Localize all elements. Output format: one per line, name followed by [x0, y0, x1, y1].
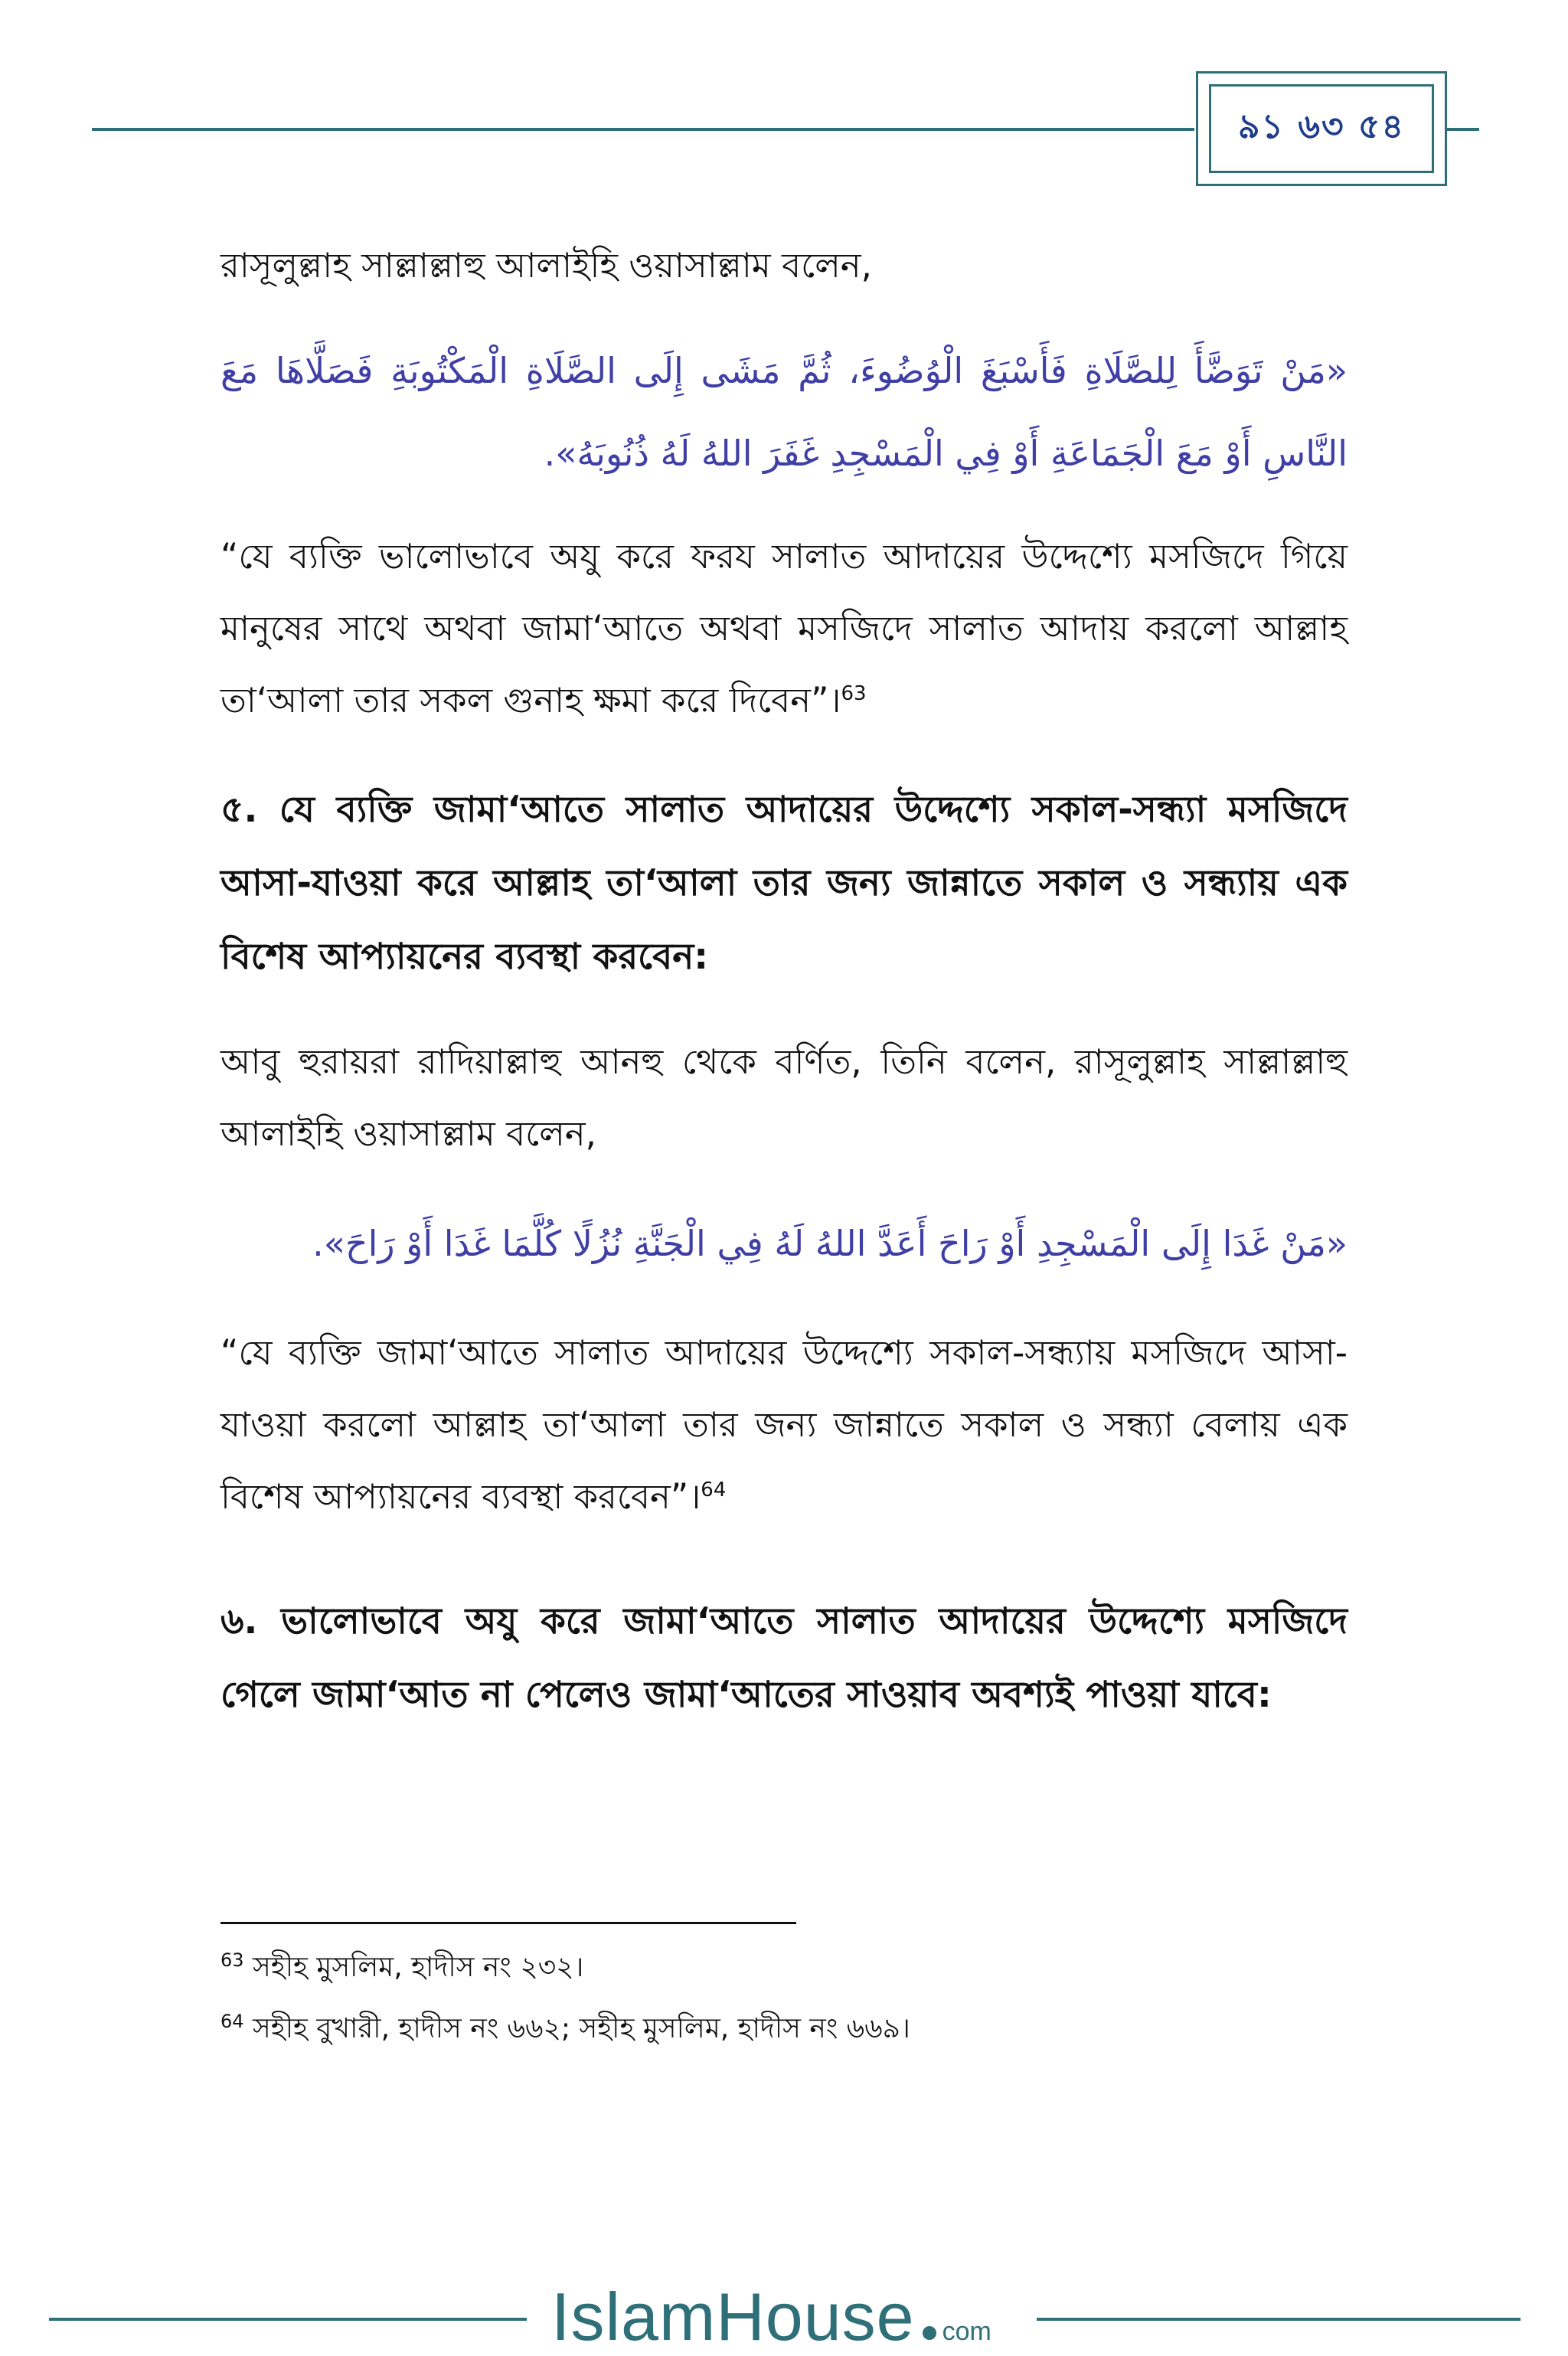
translation-paragraph-1	[220, 521, 1348, 737]
footer-rule-right	[1037, 2318, 1521, 2321]
arabic-hadith-2	[220, 1202, 1348, 1285]
translation-text-1: “যে ব্যক্তি ভালোভাবে অযু করে ফরয সালাত আদায়ের উদ্দেশ্যে মসজিদে গিয়ে মানুষের সাথে অথবা জামা‘আতে অথবা মসজিদে সালাত আদায় করলো আল্লাহ তা‘আলা তার সকল গুনাহ ক্ষমা করে দিবেন”।	[220, 536, 1348, 721]
footer-rule-left	[49, 2318, 527, 2321]
heading-6: ৬. ভালোভাবে অযু করে জামা‘আতে সালাত আদায়ের উদ্দেশ্যে মসজিদে গেলে জামা‘আত না পেলেও জামা‘আতের সাওয়াব অবশ্যই পাওয়া যাবে:	[220, 1600, 1348, 1716]
footnote-63	[220, 1945, 1348, 1991]
arabic-text-1: «مَنْ تَوَضَّأَ لِلصَّلَاةِ فَأَسْبَغَ الْوُضُوءَ، ثُمَّ مَشَى إِلَى الصَّلَاةِ الْمَكْتُوبَةِ فَصَلَّاهَا مَعَ النَّاسِ أَوْ مَعَ الْجَمَاعَةِ أَوْ فِي الْمَسْجِدِ غَفَرَ اللهُ لَهُ ذُنُوبَهُ».	[220, 350, 1348, 474]
section-6-heading	[220, 1585, 1348, 1732]
narration-2	[220, 1026, 1348, 1170]
logo-wordmark: IslamHouse	[551, 2279, 915, 2354]
logo-dot-icon	[923, 2326, 936, 2340]
footnote-text: সহীহ মুসলিম, হাদীস নং ২৩২।	[253, 1952, 584, 1983]
translation-text-2: “যে ব্যক্তি জামা‘আতে সালাত আদায়ের উদ্দেশ্যে সকাল-সন্ধ্যায় মসজিদে আসা-যাওয়া করলো আল্লাহ তা‘আলা তার জন্য জান্নাতে সকাল ও সন্ধ্যা বেলায় এক বিশেষ আপ্যায়নের ব্যবস্থা করবেন”।	[220, 1332, 1348, 1517]
narration-text-2: আবু হুরায়রা রাদিয়াল্লাহু আনহু থেকে বর্ণিত, তিনি বলেন, রাসূলুল্লাহ সাল্লাল্লাহু আলাইহি ওয়াসাল্লাম বলেন,	[220, 1041, 1348, 1154]
logo-suffix: com	[942, 2317, 991, 2346]
footnote-text: সহীহ বুখারী, হাদীস নং ৬৬২; সহীহ মুসলিম, হাদীস নং ৬৬৯।	[253, 2013, 910, 2044]
translation-paragraph-2	[220, 1317, 1348, 1533]
header-rule-right	[1446, 128, 1479, 131]
translation-1	[220, 521, 1348, 737]
intro-block	[220, 230, 1348, 302]
translation-2	[220, 1317, 1348, 1533]
footnote-ref-64: 64	[701, 1479, 727, 1502]
islamhouse-logo	[551, 2278, 991, 2354]
arabic-hadith-1	[220, 329, 1348, 495]
header-rule-left	[92, 128, 1194, 131]
footnote-64	[220, 2006, 1348, 2052]
footnote-num: 64	[220, 2011, 244, 2032]
footnote-ref-63: 63	[841, 682, 867, 705]
page-number: ৯১ ৬৩ ৫৪	[1237, 106, 1406, 146]
intro-text: রাসূলুল্লাহ সাল্লাল্লাহু আলাইহি ওয়াসাল্লাম বলেন,	[220, 245, 872, 286]
footnote-num: 63	[220, 1949, 244, 1971]
section-5-heading	[220, 773, 1348, 994]
footnote-rule	[220, 1922, 796, 1924]
page-number-frame	[1209, 84, 1434, 173]
heading-5: ৫. যে ব্যক্তি জামা‘আতে সালাত আদায়ের উদ্দেশ্যে সকাল-সন্ধ্যা মসজিদে আসা-যাওয়া করে আল্লাহ তা‘আলা তার জন্য জান্নাতে সকাল ও সন্ধ্যায় এক বিশেষ আপ্যায়নের ব্যবস্থা করবেন:	[220, 789, 1348, 978]
arabic-text-2: «مَنْ غَدَا إِلَى الْمَسْجِدِ أَوْ رَاحَ أَعَدَّ اللهُ لَهُ فِي الْجَنَّةِ نُزُلًا كُلَّمَا غَدَا أَوْ رَاحَ».	[312, 1223, 1348, 1264]
page-number-box	[1196, 71, 1447, 186]
